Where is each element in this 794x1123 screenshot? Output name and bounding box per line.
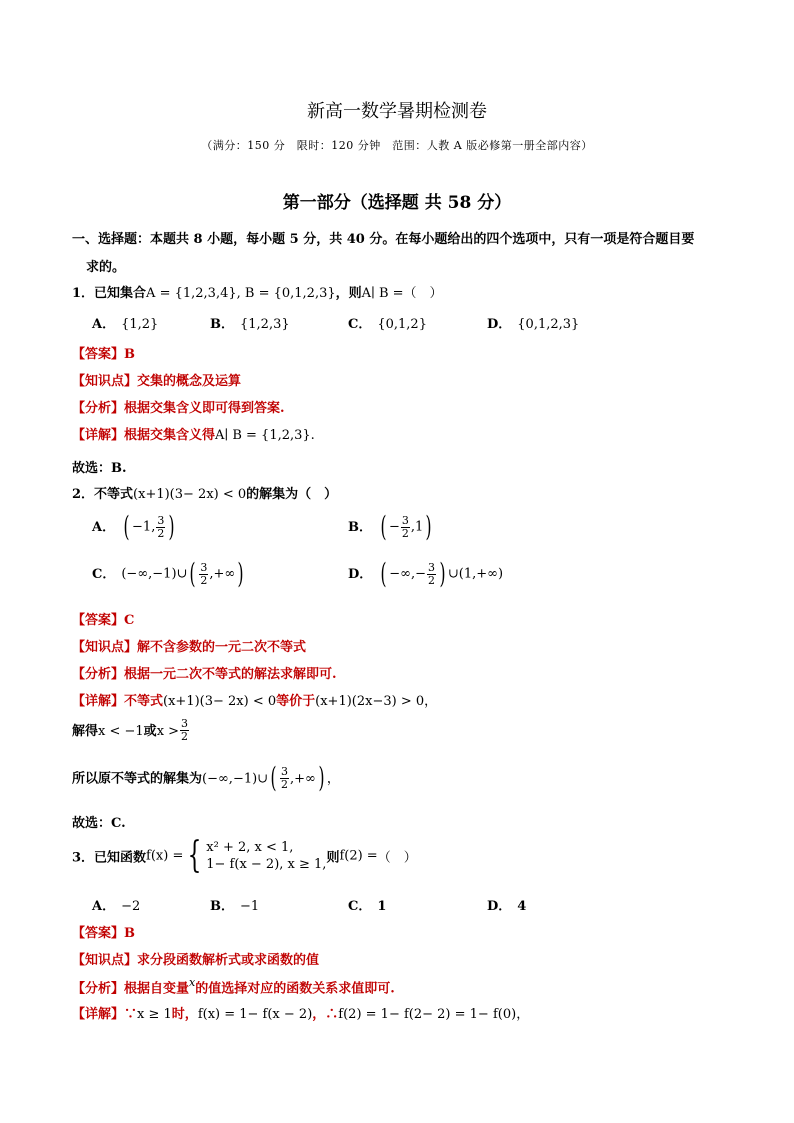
q1-stem-blank: （ ）: [403, 286, 443, 301]
q3-knowledge-point: 【知识点】求分段函数解析式或求函数的值: [72, 953, 320, 968]
q2-stem-math: (x+1)(3− 2x) < 0: [133, 487, 247, 502]
exam-title: 新高一数学暑期检测卷: [307, 101, 487, 122]
q1-answer: 【答案】B: [72, 347, 136, 362]
q1-stem-text: 1．已知集合: [72, 286, 147, 301]
part-heading: 第一部分（选择题 共 58 分）: [282, 193, 512, 213]
q3-piece-1: x² + 2, x < 1,: [206, 840, 294, 855]
q2-stem: 2．不等式(x+1)(3− 2x) < 0的解集为（ ）: [72, 487, 338, 502]
q3-option-b: B． −1: [210, 899, 260, 914]
q2-option-a: A． ( −1, $\frac{3}{2}$ ): [92, 510, 175, 543]
q2-conclusion: 故选：C.: [72, 816, 126, 831]
section-instructions-line2: 求的。: [86, 260, 126, 275]
q3-analysis: 【分析】根据自变量$^x$的值选择对应的函数关系求值即可.: [72, 976, 395, 997]
q1-stem-then: ，则: [335, 286, 362, 301]
q3-option-d: D． 4: [487, 899, 527, 914]
q1-knowledge-point: 【知识点】交集的概念及运算: [72, 374, 242, 389]
q2-analysis: 【分析】根据一元二次不等式的解法求解即可.: [72, 667, 337, 682]
q3-option-a: A． −2: [92, 899, 141, 914]
q1-stem: [72, 282, 443, 301]
q3-answer: 【答案】B: [72, 926, 136, 941]
q1-option-c: C． {0,1,2}: [348, 317, 427, 332]
q2-option-c: C． (−∞,−1)∪( $\frac{3}{2}$ ,+∞): [92, 557, 244, 590]
q3-option-c: C． 1: [348, 899, 387, 914]
q1-detail: 【详解】根据交集含义得A∣ B = {1,2,3}.: [72, 428, 315, 443]
q2-option-b: B． ( − $\frac{3}{2}$ ,1): [348, 510, 432, 543]
q1-conclusion: 故选：B.: [72, 461, 127, 476]
q1-option-b: B． {1,2,3}: [210, 317, 290, 332]
q1-option-d: D． {0,1,2,3}: [487, 317, 580, 332]
q2-solve-line: 解得x < −1或x > $\frac{3}{2}$: [72, 717, 189, 743]
q1-option-a: A． {1,2}: [92, 317, 159, 332]
q1-stem-math2: A∣ B =: [361, 286, 404, 301]
q2-option-d: D． ( −∞,− $\frac{3}{2}$ ) ∪(1,+∞): [348, 557, 504, 590]
q3-piece-2: 1− f(x − 2), x ≥ 1,: [206, 857, 327, 872]
q2-knowledge-point: 【知识点】解不含参数的一元二次不等式: [72, 640, 307, 655]
q1-stem-math: A = {1,2,3,4}, B = {0,1,2,3}: [146, 286, 336, 301]
q2-solution-set: 所以原不等式的解集为(−∞,−1)∪( $\frac{3}{2}$ ,+∞) ，: [72, 761, 340, 794]
exam-subtitle: （满分：150 分 限时：120 分钟 范围：人教 A 版必修第一册全部内容）: [201, 139, 593, 152]
q2-answer: 【答案】C: [72, 613, 135, 628]
q3-detail: 【详解】∵x ≥ 1时，f(x) = 1− f(x − 2)，∴f(2) = 1− f(2− 2) = 1− f(0)，: [72, 1007, 530, 1022]
q2-detail: 【详解】不等式(x+1)(3− 2x) < 0等价于(x+1)(2x−3) > 0，: [72, 694, 438, 709]
q3-stem: 3．已知函数f(x) = { x² + 2, x < 1, 1− f(x − 2), x ≥ 1, 则f(2) =（ ）: [72, 835, 417, 876]
q1-analysis: 【分析】根据交集含义即可得到答案.: [72, 401, 285, 416]
section-instructions-line1: 一、选择题：本题共 8 小题，每小题 5 分，共 40 分。在每小题给出的四个选项中，只有一项是符合题目要: [72, 232, 695, 247]
